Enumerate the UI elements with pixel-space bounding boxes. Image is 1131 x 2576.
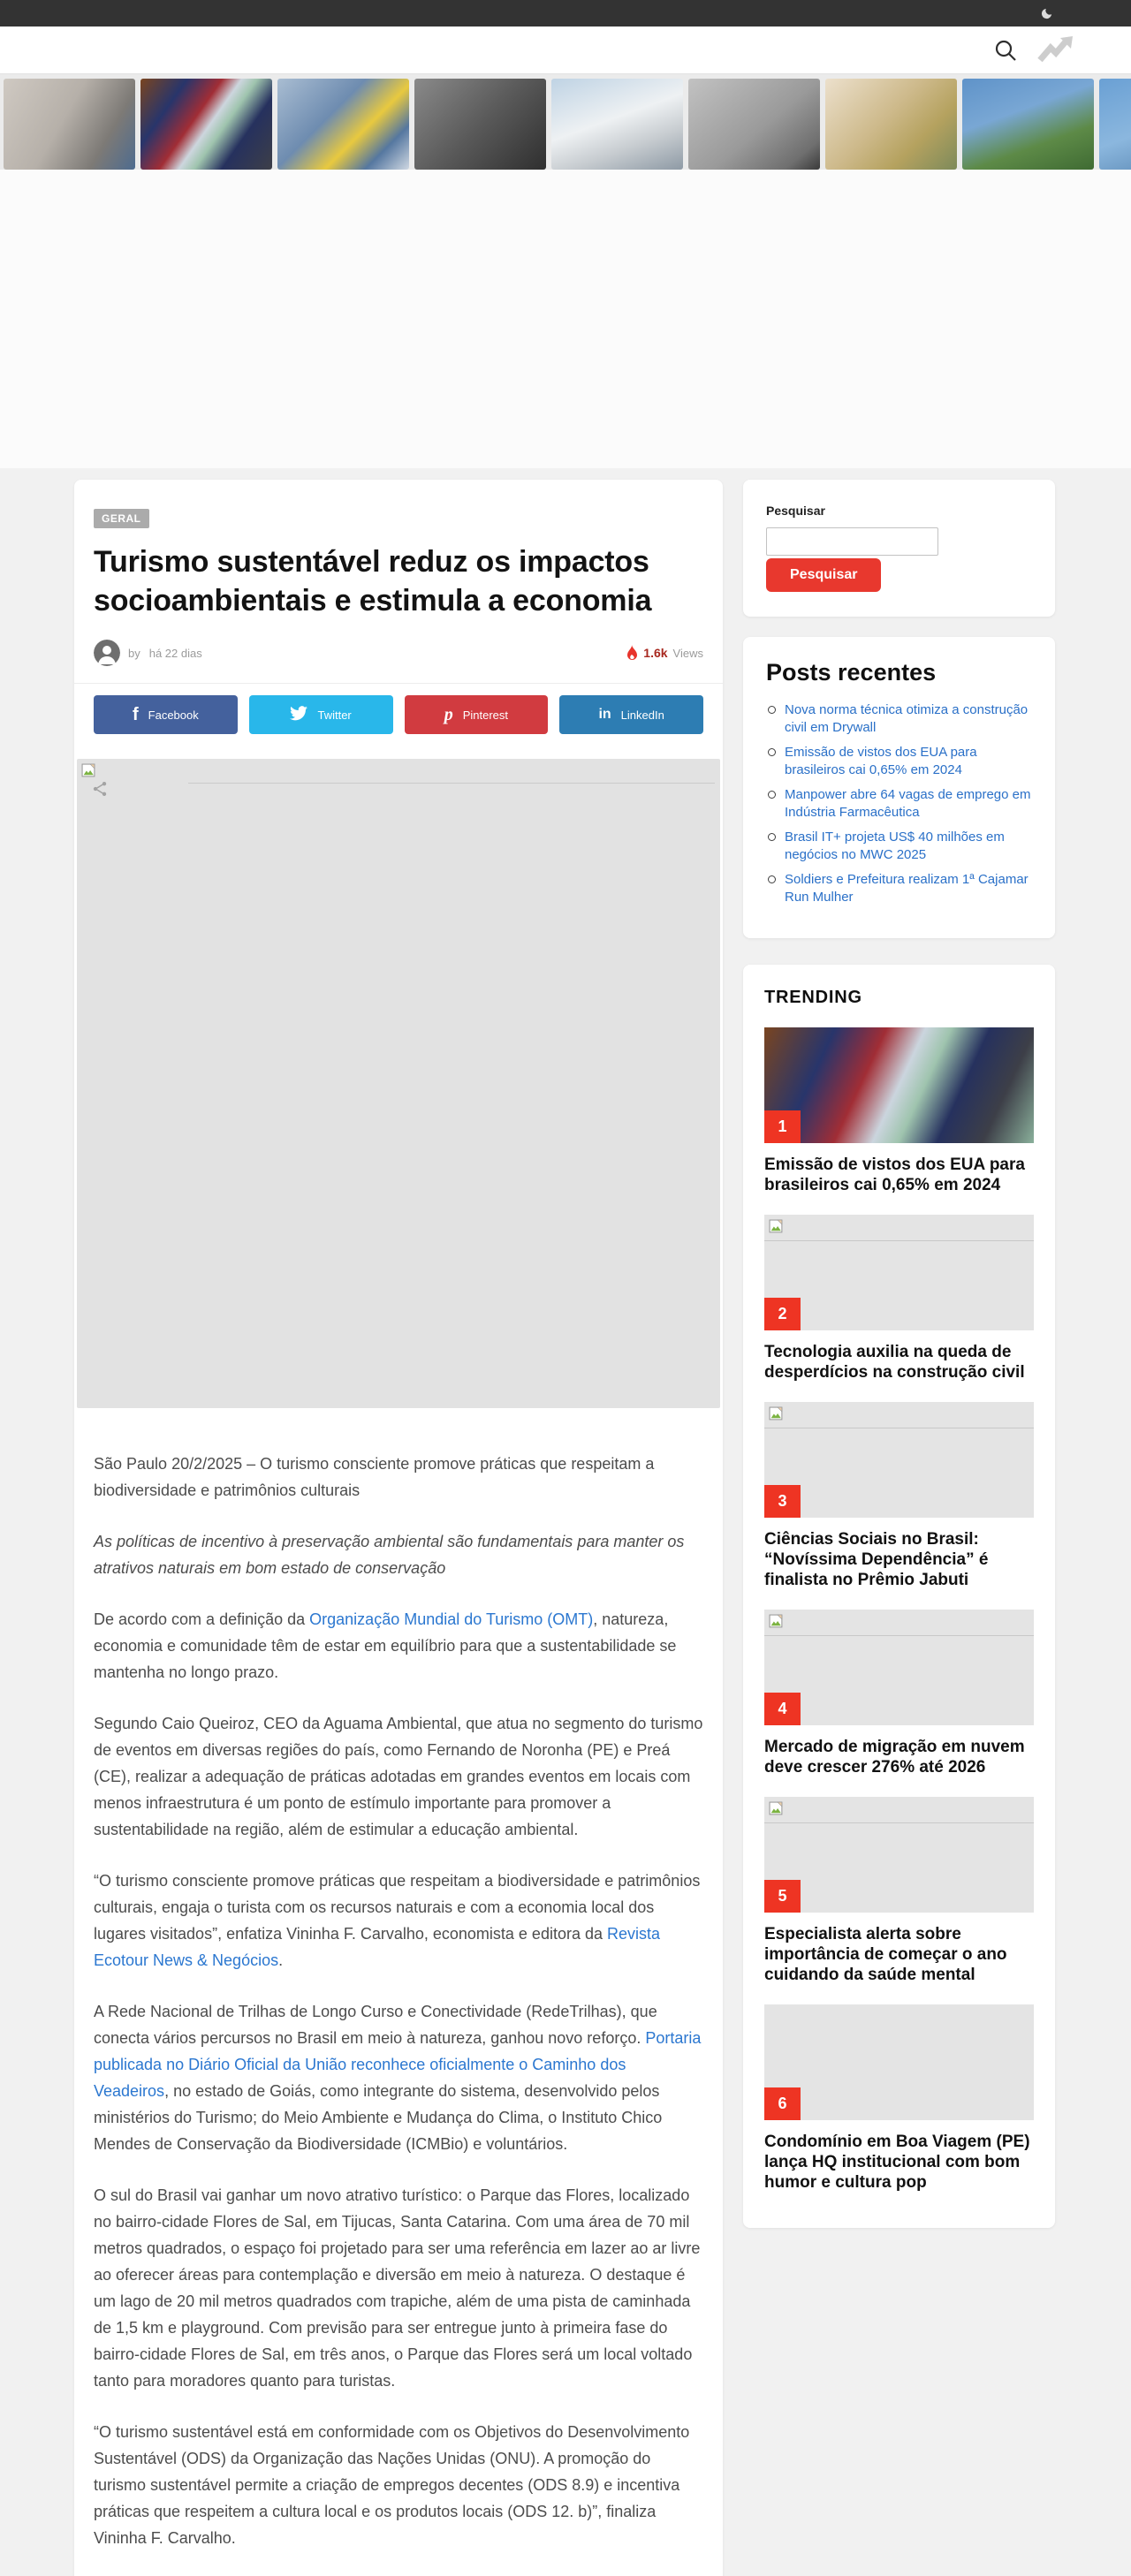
views-label: Views [672,646,703,660]
paragraph: De acordo com a definição da Organização Mundial do Turismo (OMT), natureza, economia e comunidade têm de estar em equilíbrio para que a sustentabilidade se mantenha no longo prazo. [94,1610,677,1681]
search-icon[interactable] [993,38,1018,63]
thumbnail-beach-race[interactable] [1099,79,1131,170]
list-item [766,701,1032,737]
paragraph-italic: As políticas de incentivo à preservação ambiental são fundamentais para manter os atrativos naturais em bom estado de conservação [94,1533,685,1577]
views-count: 1.6k [643,646,668,660]
paragraph: São Paulo 20/2/2025 – O turismo consciente promove práticas que respeitam a biodiversidade e patrimônios culturais [94,1455,655,1499]
post-meta [94,640,703,666]
site-header [0,27,1131,73]
paragraph: Segundo Caio Queiroz, CEO da Aguama Ambiental, que atua no segmento do turismo de eventos em diversas regiões do país, como Fernando de Noronha (PE) e Preá (CE), realizar a adequação de práticas adotadas em grandes eventos em locais com menos infraestrutura é um ponto de estímulo importante para promover a sustentabilidade na região, além de estimular a educação ambiental. [94,1715,703,1838]
rank-badge: 6 [764,2087,801,2120]
thumbnail-strip [0,73,1131,170]
page-title: Turismo sustentável reduz os impactos socioambientais e estimula a economia [94,545,652,617]
rank-badge: 4 [764,1693,801,1725]
recent-post-link[interactable]: Brasil IT+ projeta US$ 40 milhões em negócios no MWC 2025 [785,830,1005,862]
post-date: há 22 dias [148,646,202,660]
thumbnail-factory-workers[interactable] [277,79,409,170]
rank-badge: 5 [764,1880,801,1913]
thumbnail-mwc-building-light[interactable] [551,79,683,170]
main-content [0,468,1131,2576]
share-facebook-button[interactable] [94,695,238,734]
list-item [766,871,1032,906]
paragraph: “O turismo consciente promove práticas que respeitam a biodiversidade e patrimônios culturais, engaja o turista com os recursos naturais e com a economia local dos lugares visitados”, enfatiza Vininha F. Carvalho, economista e editora da Revista Ecotour News & Negócios. [94,1872,701,1969]
list-item [766,829,1032,864]
trending-title: Especialista alerta sobre importância de começar o ano cuidando da saúde mental [764,1925,1007,1984]
broken-image-icon [769,1801,784,1821]
search-widget [743,480,1055,617]
recent-post-link[interactable]: Manpower abre 64 vagas de emprego em Indústria Farmacêutica [785,787,1031,820]
thumbnail-race-crowd[interactable] [962,79,1094,170]
broken-image-icon [769,1219,784,1239]
post-header [74,480,723,666]
share-buttons [74,683,723,746]
recent-post-link[interactable]: Nova norma técnica otimiza a construção civil em Drywall [785,702,1029,735]
trending-image [764,1027,1034,1143]
broken-image-icon [769,1406,784,1426]
trending-item-3[interactable] [764,1402,1034,1590]
ad-space [0,170,1131,468]
trending-image-placeholder [764,1215,1034,1330]
trending-item-1[interactable] [764,1027,1034,1195]
thumbnail-traveler-with-suitcase[interactable] [825,79,957,170]
linkedin-icon: in [598,707,611,722]
thumbnail-drywall-worker[interactable] [4,79,135,170]
recent-post-link[interactable]: Soldiers e Prefeitura realizam 1ª Cajamar Run Mulher [785,872,1029,905]
search-label: Pesquisar [766,504,825,518]
paragraph: O sul do Brasil vai ganhar um novo atrativo turístico: o Parque das Flores, localizado no bairro-cidade Flores de Sal, em Tijucas, Santa Catarina. Com uma área de 70 mil metros quadrados, o espaço foi projetado para ser uma referência em lazer ao ar livre ao oferecer áreas para contemplação e diversão em meio à natureza. O destaque é um lago de 20 mil metros quadrados com trapiche, além de uma pista de caminhada de 1,5 km e playground. Com previsão para ser entregue junto à primeira fase do bairro-cidade Flores de Sal, em três anos, o Parque das Flores será um local voltado tanto para moradores quanto para turistas. [94,2186,701,2390]
thumbnail-mwc-building-dark[interactable] [414,79,546,170]
trending-title: Mercado de migração em nuvem deve crescer 276% até 2026 [764,1738,1025,1777]
share-pinterest-button[interactable] [405,695,549,734]
trending-image-placeholder [764,2004,1034,2120]
search-submit-button[interactable]: Pesquisar [766,558,881,592]
avatar [94,640,120,666]
share-label: Twitter [317,708,352,722]
twitter-bird-icon [290,706,307,724]
trending-title: Tecnologia auxilia na queda de desperdícios na construção civil [764,1343,1025,1382]
search-input[interactable] [766,527,938,556]
trending-image-placeholder [764,1402,1034,1518]
trending-heading: TRENDING [764,988,862,1007]
paragraph: “O turismo sustentável está em conformidade com os Objetivos do Desenvolvimento Sustentável (ODS) da Organização das Nações Unidas (ONU). A promoção do turismo sustentável permite a criação de empregos decentes (ODS 8.9) e incentiva práticas que respeitem a cultura local e os produtos locais (ODS 12. b)”, finaliza Vininha F. Carvalho. [94,2423,690,2547]
facebook-icon: f [132,705,139,724]
trending-item-5[interactable] [764,1797,1034,1985]
list-item [766,786,1032,822]
share-label: Pinterest [462,708,509,722]
trending-item-4[interactable] [764,1610,1034,1777]
share-label: Facebook [148,708,199,722]
moon-icon[interactable] [1040,7,1053,20]
thumbnail-street-runner[interactable] [688,79,820,170]
thumbnail-us-visa-documents[interactable] [140,79,272,170]
featured-image-placeholder [77,759,720,1408]
byline-by: by [128,646,140,660]
link-omt[interactable]: Organização Mundial do Turismo (OMT) [309,1610,594,1628]
article-body [74,1408,723,2576]
list-item [766,744,1032,779]
rank-badge: 1 [764,1110,801,1143]
trending-arrow-icon[interactable] [1037,35,1074,65]
broken-image-icon [769,1614,784,1633]
trending-title: Ciências Sociais no Brasil: “Novíssima Dependência” é finalista no Prêmio Jabuti [764,1530,989,1589]
sidebar [743,480,1055,2228]
top-bar [0,0,1131,27]
paragraph: A Rede Nacional de Trilhas de Longo Curso e Conectividade (RedeTrilhas), que conecta vários percursos no Brasil em meio à natureza, ganhou novo reforço. Portaria publicada no Diário Oficial da União reconhece oficialmente o Caminho dos Veadeiros, no estado de Goiás, como integrante do sistema, desenvolvido pelos ministérios do Turismo; do Meio Ambiente e Mudança do Clima, o Instituto Chico Mendes de Conservação da Biodiversidade (ICMBio) e voluntários. [94,2003,702,2153]
recent-posts-list [766,701,1032,906]
share-alt-icon[interactable] [91,780,109,802]
pinterest-icon: p [444,705,453,724]
recent-posts-heading: Posts recentes [766,659,937,686]
link-revista-ecotour[interactable]: Revista Ecotour News & Negócios [94,1925,661,1969]
views [626,645,703,662]
recent-posts-widget [743,637,1055,938]
recent-post-link[interactable]: Emissão de vistos dos EUA para brasileiros cai 0,65% em 2024 [785,745,977,777]
rank-badge: 3 [764,1485,801,1518]
flame-icon [626,645,638,662]
trending-title: Emissão de vistos dos EUA para brasileiros cai 0,65% em 2024 [764,1155,1025,1194]
article-card [74,480,723,2576]
trending-item-6[interactable] [764,2004,1034,2193]
trending-widget [743,965,1055,2228]
share-label: LinkedIn [620,708,664,722]
trending-title: Condomínio em Boa Viagem (PE) lança HQ institucional com bom humor e cultura pop [764,2133,1030,2192]
trending-image-placeholder [764,1610,1034,1725]
share-linkedin-button[interactable] [559,695,703,734]
share-twitter-button[interactable] [249,695,393,734]
category-badge[interactable]: GERAL [94,509,149,528]
trending-item-2[interactable] [764,1215,1034,1383]
link-portaria-veadeiros[interactable]: Portaria publicada no Diário Oficial da União reconhece oficialmente o Caminho dos Veadeiros [94,2029,702,2100]
trending-image-placeholder [764,1797,1034,1913]
rank-badge: 2 [764,1298,801,1330]
